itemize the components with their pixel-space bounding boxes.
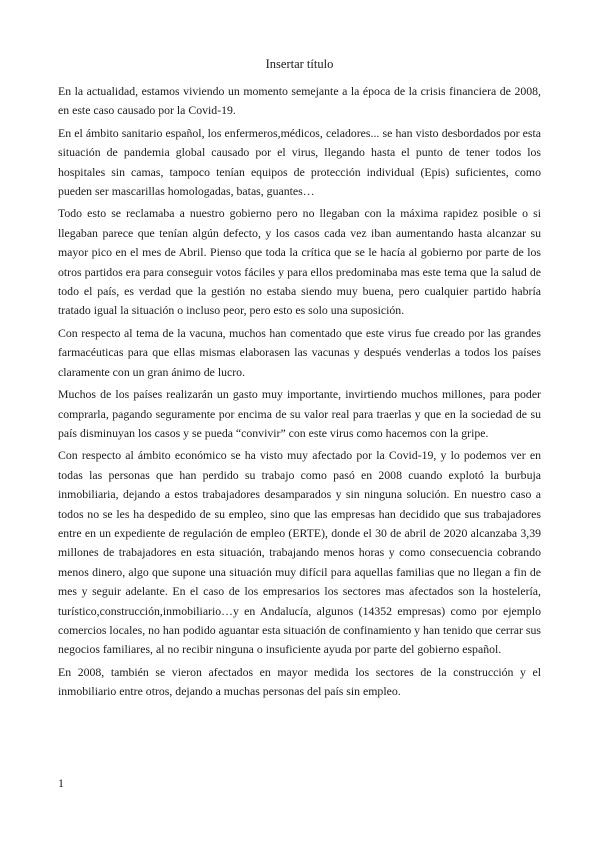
document-body xyxy=(58,82,541,705)
paragraph-2: En el ámbito sanitario español, los enfermeros,médicos, celadores... se han visto desbordados por esta situación de pandemia global causado por el virus, llegando hasta el punto de tener todos los hospitales sin camas, tampoco tenían equipos de protección individual (Epis) suficientes, como pueden ser mascarillas homologadas, batas, guantes… xyxy=(58,125,541,199)
paragraph-1: En la actualidad, estamos viviendo un momento semejante a la época de la crisis financiera de 2008, en este caso causado por la Covid-19. xyxy=(58,84,541,118)
paragraph-3: Todo esto se reclamaba a nuestro gobierno pero no llegaban con la máxima rapidez posible o si llegaban parece que tenían algún defecto, y los casos cada vez iban aumentando hasta alcanzar su mayor pico en el mes de Abril. Pienso que toda la crítica que se le hacía al gobierno por parte de los otros partidos era para conseguir votos fáciles y para ellos predominaba mas este tema que la salud de todo el país, es verdad que la gestión no estaba siendo muy buena, pero cualquier partido habría tratado igual la situación o incluso peor, pero esto es solo una suposición. xyxy=(58,206,541,318)
paragraph-7: En 2008, también se vieron afectados en mayor medida los sectores de la construcción y el inmobiliario entre otros, dejando a muchas personas del país sin empleo. xyxy=(58,664,541,699)
paragraph-4: Con respecto al tema de la vacuna, muchos han comentado que este virus fue creado por las grandes farmacéuticas para que ellas mismas elaborasen las vacunas y después venderlas a todos los países claramente con un gran ánimo de lucro. xyxy=(58,325,541,379)
paragraph-5: Muchos de los países realizarán un gasto muy importante, invirtiendo muchos millones, para poder comprarla, pagando seguramente por encima de su valor real para traerlas y que en la sociedad de su país disminuyan los casos y se pueda “convivir” con este virus como hacemos con la gripe. xyxy=(58,387,541,440)
page-number: 1 xyxy=(58,776,64,790)
document-title: Insertar título xyxy=(265,57,334,71)
paragraph-6: Con respecto al ámbito económico se ha visto muy afectado por la Covid-19, y lo podemos ver en todas las personas que han perdido su trabajo como pasó en 2008 cuando explotó la burbuja inmobiliaria, dejando a estos trabajadores desamparados y sin ninguna solución. En nuestro caso a todos no se les ha despedido de su empleo, sino que las empresas han decidido que sus trabajadores entre en un expediente de regulación de empleo (ERTE), donde el 30 de abril de 2020 alcanzaba 3,39 millones de trabajadores en esta situación, trabajando menos horas y como consecuencia cobrando menos dinero, algo que supone una situación muy difícil para aquellas familias que no llegan a fin de mes y seguir adelante. En el caso de los empresarios los sectores mas afectados son la hostelería, turístico,construcción,inmobiliario…y en Andalucía, algunos (14352 empresas) como por ejemplo comercios locales, no han podido aguantar esta situación de confinamiento y han tenido que cerrar sus negocios familiares, al no recibir ninguna o insuficiente ayuda por parte del gobierno español. xyxy=(58,448,541,657)
